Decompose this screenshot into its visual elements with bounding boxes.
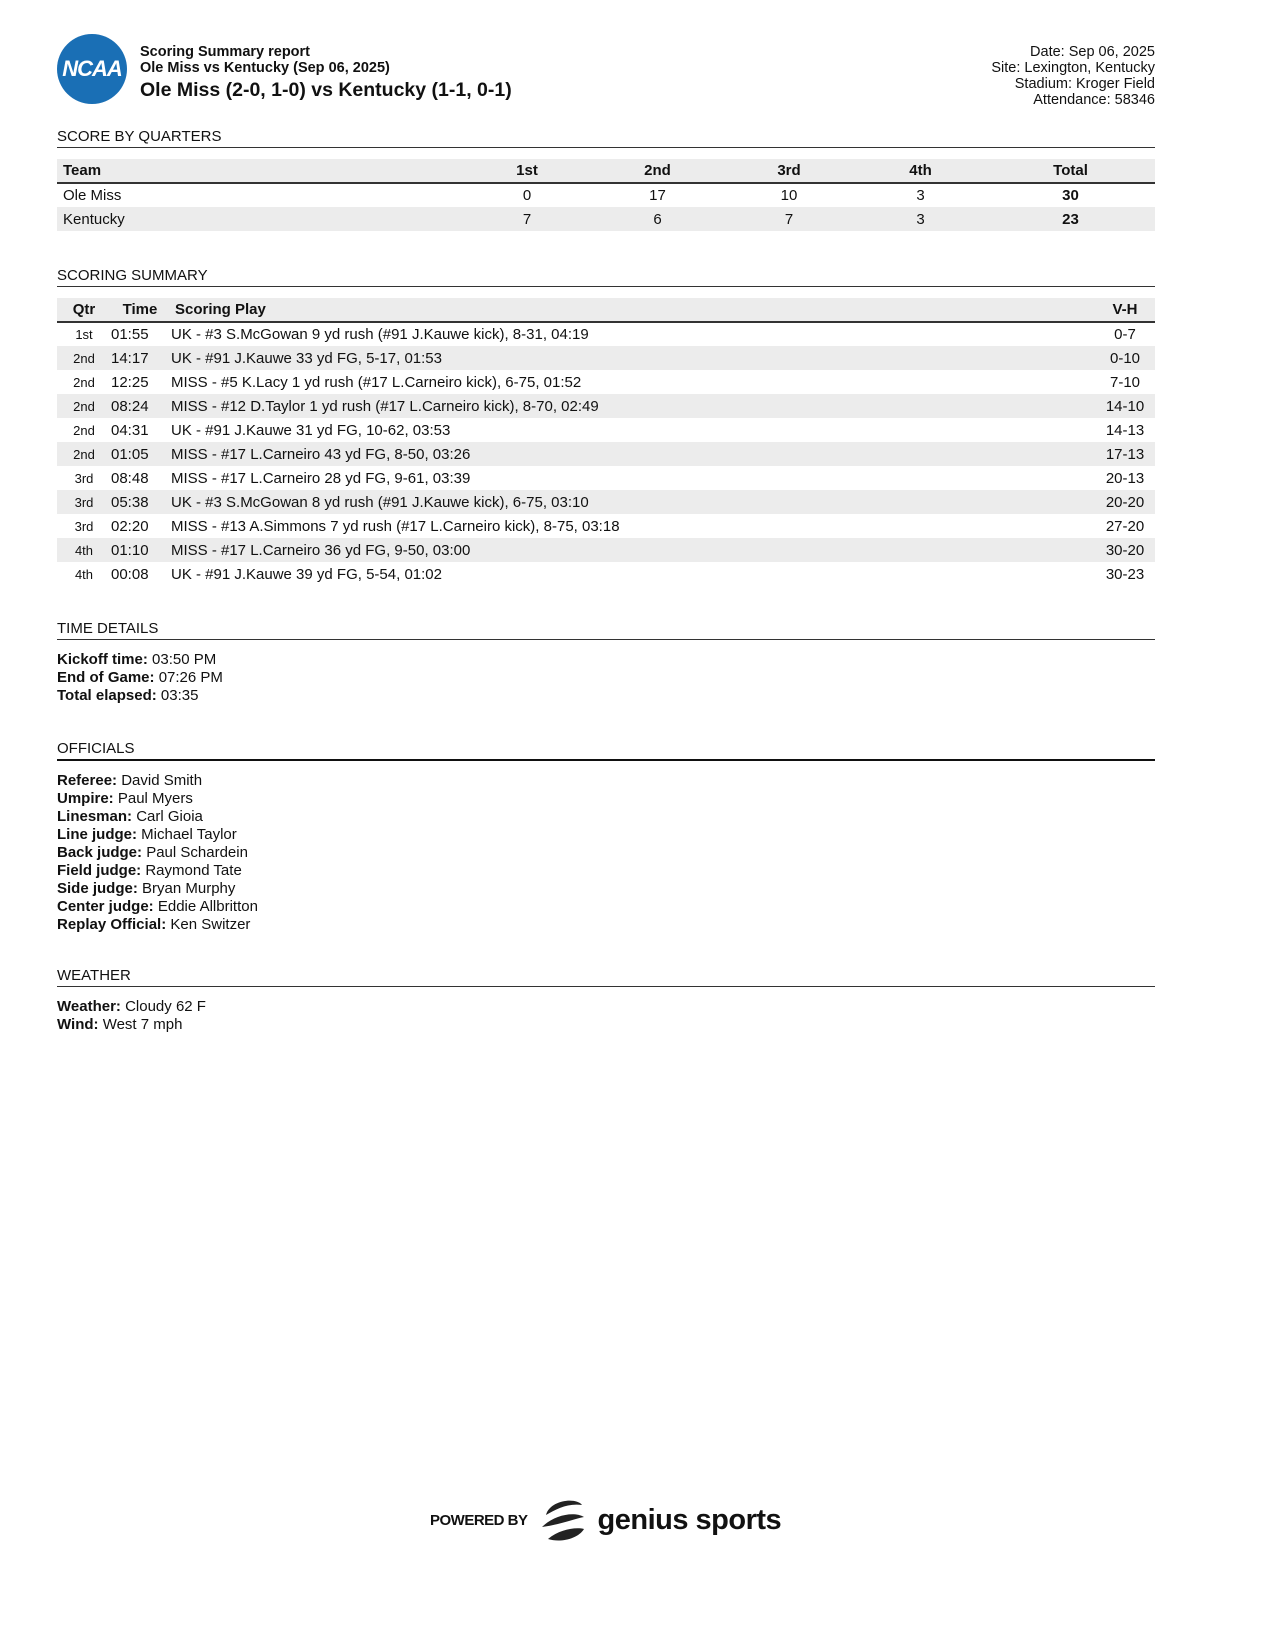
detail-line [57,844,1155,862]
scoring-play: MISS - #17 L.Carneiro 43 yd FG, 8-50, 03:26 [169,442,1095,466]
table-row [57,562,1155,586]
scoring-play: UK - #3 S.McGowan 8 yd rush (#91 J.Kauwe kick), 6-75, 03:10 [169,490,1095,514]
time: 04:31 [111,421,149,439]
column-header: Time [111,298,169,322]
column-header: 1st [462,159,592,183]
detail-label: Line judge: [57,826,137,843]
column-header: Total [986,159,1155,183]
detail-label: Center judge: [57,898,154,915]
game-stadium: Stadium: Kroger Field [1014,76,1155,92]
game-site: Site: Lexington, Kentucky [991,60,1155,76]
time: 02:20 [111,517,149,535]
quarter: 2nd [73,422,95,438]
detail-label: Kickoff time: [57,651,148,668]
quarter: 4th [57,538,111,562]
detail-label: Field judge: [57,862,142,879]
score: 17-13 [1095,442,1155,466]
quarter: 3rd [74,470,94,486]
quarter-score: 3 [855,207,986,231]
table-row [57,490,1155,514]
genius-sports-logo-icon [538,1495,588,1545]
scoring-play: MISS - #17 L.Carneiro 36 yd FG, 9-50, 03:00 [169,538,1095,562]
detail-value: Cloudy 62 F [125,998,206,1015]
quarter: 1st [75,327,93,342]
detail-line [57,880,1155,898]
detail-value: Michael Taylor [141,826,237,843]
game-date: Date: Sep 06, 2025 [1030,44,1155,60]
ncaa-logo: NCAA [57,34,127,104]
scoring-play: MISS - #5 K.Lacy 1 yd rush (#17 L.Carneiro kick), 6-75, 01:52 [171,373,582,391]
time: 12:25 [111,373,149,391]
detail-label: Back judge: [57,844,143,861]
detail-line [57,998,1155,1016]
time: 08:48 [111,469,149,487]
scoring-summary-section [57,267,1155,586]
quarter-score: 7 [723,207,855,231]
detail-label: Referee: [57,772,118,789]
time: 01:05 [111,442,169,466]
detail-value: Paul Myers [117,790,193,807]
score: 30-23 [1105,565,1145,583]
detail-line [57,826,1155,844]
score: 20-20 [1095,490,1155,514]
time: 05:38 [111,490,169,514]
detail-value: West 7 mph [102,1016,183,1033]
quarter-score: 0 [522,187,532,204]
detail-value: Eddie Allbritton [157,898,258,915]
score: 0-7 [1114,326,1136,343]
report-subtitle: Ole Miss vs Kentucky (Sep 06, 2025) [140,60,390,76]
table-row [57,370,1155,394]
section-title: SCORING SUMMARY [57,267,1155,287]
powered-by-label: POWERED BY [430,1511,528,1529]
time: 14:17 [111,346,169,370]
quarter-score: 3 [916,187,925,204]
scoring-play: MISS - #13 A.Simmons 7 yd rush (#17 L.Carneiro kick), 8-75, 03:18 [171,517,620,535]
score: 14-10 [1095,394,1155,418]
table-row [57,514,1155,538]
column-header: Qtr [57,298,111,322]
report-title: Scoring Summary report [140,44,311,60]
time: 00:08 [111,565,149,583]
score: 7-10 [1109,373,1141,391]
table-row [57,418,1155,442]
detail-label: Replay Official: [57,916,167,933]
quarter: 2nd [57,346,111,370]
scoring-play: UK - #91 J.Kauwe 39 yd FG, 5-54, 01:02 [171,565,442,583]
quarter-score: 6 [592,207,723,231]
table-row [57,442,1155,466]
detail-value: Raymond Tate [145,862,242,879]
detail-value: 03:50 PM [152,651,217,668]
quarter-score: 17 [649,187,666,204]
officials-section [57,740,1155,934]
detail-label: Umpire: [57,790,114,807]
detail-label: End of Game: [57,669,155,686]
table-row [57,538,1155,562]
score: 27-20 [1105,517,1145,535]
detail-line [57,687,1155,705]
score-by-quarters-table [57,159,1155,231]
table-row [57,394,1155,418]
footer-branding [430,1495,781,1545]
detail-line [57,669,1155,687]
column-header: 2nd [592,159,723,183]
quarter-score: 7 [462,207,592,231]
scoring-play: UK - #3 S.McGowan 9 yd rush (#91 J.Kauwe kick), 8-31, 04:19 [171,326,589,343]
matchup-title: Ole Miss (2-0, 1-0) vs Kentucky (1-1, 0-1) [140,79,512,101]
quarter: 2nd [73,374,95,390]
scoring-summary-table [57,298,1155,586]
detail-line [57,1016,1155,1034]
score: 14-13 [1105,421,1145,439]
detail-line [57,808,1155,826]
column-header: Scoring Play [169,298,1095,322]
quarter: 4th [74,566,94,582]
table-row [57,207,1155,231]
table-row [57,183,1155,207]
time: 01:10 [111,538,169,562]
scoring-play: MISS - #12 D.Taylor 1 yd rush (#17 L.Carneiro kick), 8-70, 02:49 [169,394,1095,418]
detail-value: David Smith [121,772,203,789]
detail-value: Bryan Murphy [142,880,236,897]
table-row [57,346,1155,370]
section-title: OFFICIALS [57,740,1155,761]
quarter: 2nd [57,394,111,418]
column-header: 4th [855,159,986,183]
quarter-score: 10 [780,187,798,204]
quarter: 3rd [57,490,111,514]
scoring-play: UK - #91 J.Kauwe 33 yd FG, 5-17, 01:53 [169,346,1095,370]
total-score: 23 [986,207,1155,231]
column-header: Team [57,159,462,183]
detail-label: Total elapsed: [57,687,157,704]
table-row [57,322,1155,346]
detail-value: 07:26 PM [158,669,223,686]
detail-label: Wind: [57,1016,99,1033]
detail-line [57,916,1155,934]
detail-label: Weather: [57,998,121,1015]
weather-section [57,967,1155,1034]
column-header: 3rd [723,159,855,183]
report-header [140,44,512,102]
score: 30-20 [1095,538,1155,562]
detail-label: Side judge: [57,880,138,897]
scoring-play: MISS - #17 L.Carneiro 28 yd FG, 9-61, 03:39 [171,469,471,487]
game-meta [991,44,1155,108]
quarter: 3rd [74,518,94,534]
team-name: Kentucky [57,207,462,231]
detail-value: Ken Switzer [170,916,251,933]
detail-line [57,790,1155,808]
team-name: Ole Miss [63,187,122,204]
score: 20-13 [1105,469,1145,487]
column-header: V-H [1095,298,1155,322]
detail-label: Linesman: [57,808,133,825]
section-title: WEATHER [57,967,1155,987]
detail-line [57,772,1155,790]
time: 01:55 [111,326,149,343]
total-score: 30 [1062,187,1079,204]
table-row [57,466,1155,490]
detail-value: 03:35 [160,687,199,704]
section-title: SCORE BY QUARTERS [57,128,1155,148]
time: 08:24 [111,394,169,418]
quarter: 2nd [57,442,111,466]
genius-sports-brand: genius sports [597,1503,782,1536]
score-by-quarters-section [57,128,1155,231]
score: 0-10 [1095,346,1155,370]
detail-value: Carl Gioia [136,808,203,825]
detail-line [57,651,1155,669]
section-title: TIME DETAILS [57,620,1155,640]
detail-line [57,898,1155,916]
time-details-section [57,620,1155,705]
detail-value: Paul Schardein [146,844,248,861]
scoring-play: UK - #91 J.Kauwe 31 yd FG, 10-62, 03:53 [171,421,451,439]
game-attendance: Attendance: 58346 [1033,92,1155,108]
detail-line [57,862,1155,880]
